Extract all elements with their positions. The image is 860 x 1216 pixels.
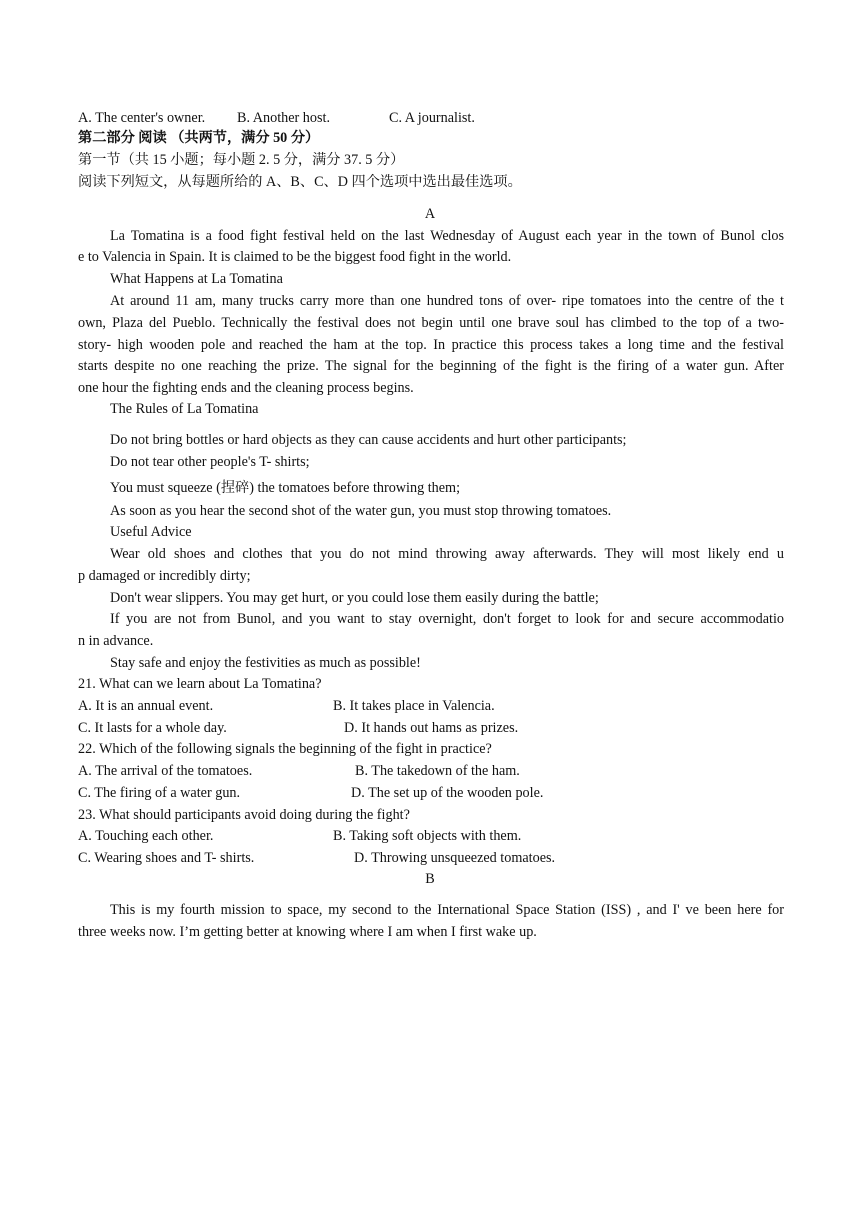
subheading: Useful Advice [110,524,192,540]
rule-item: You must squeeze (捏碎) the tomatoes before throwing them; [110,480,461,496]
subheading: The Rules of La Tomatina [110,401,259,417]
passage-a-line: starts despite no one reaching the prize. The signal for the beginning of the fight is the firing of a water gun. After [78,358,784,374]
rule-item: Do not tear other people's T- shirts; [110,454,310,470]
option-c: C. It lasts for a whole day. [78,720,227,736]
closing-line: Stay safe and enjoy the festivities as much as possible! [110,655,421,671]
option-a: A. The arrival of the tomatoes. [78,763,253,779]
passage-a-line: La Tomatina is a food fight festival held on the last Wednesday of August each year in the town of Bunol clos [110,228,784,244]
advice-item: Wear old shoes and clothes that you do not mind throwing away afterwards. They will most likely end u [110,546,784,562]
section-title: 第一节（共 15 小题；每小题 2. 5 分，满分 37. 5 分） [78,152,405,168]
option-c: C. The firing of a water gun. [78,785,241,801]
option-d: D. Throwing unsqueezed tomatoes. [354,850,556,866]
option-b: B. Another host. [237,110,331,126]
option-d: D. The set up of the wooden pole. [351,785,544,801]
option-a: A. It is an annual event. [78,698,214,714]
question-stem: 22. Which of the following signals the beginning of the fight in practice? [78,741,492,757]
question-stem: 21. What can we learn about La Tomatina? [78,676,322,692]
option-a: A. The center's owner. [78,110,206,126]
passage-label-b: B [425,871,435,887]
passage-b-line: three weeks now. I’m getting better at knowing where I am when I first wake up. [78,924,537,940]
option-b: B. Taking soft objects with them. [333,828,522,844]
option-c: C. Wearing shoes and T- shirts. [78,850,255,866]
passage-a-line: e to Valencia in Spain. It is claimed to be the biggest food fight in the world. [78,249,512,265]
advice-item: p damaged or incredibly dirty; [78,568,251,584]
passage-a-line: own, Plaza del Pueblo. Technically the festival does not begin until one brave soul has climbed to the top of a two- [78,315,784,331]
advice-item: Don't wear slippers. You may get hurt, or you could lose them easily during the battle; [110,590,599,606]
passage-b-line: This is my fourth mission to space, my second to the International Space Station (ISS) , and I' ve been here for [110,902,784,918]
part-title: 第二部分 阅读 （共两节，满分 50 分） [78,130,320,146]
option-d: D. It hands out hams as prizes. [344,720,519,736]
rule-item: As soon as you hear the second shot of the water gun, you must stop throwing tomatoes. [110,503,612,519]
passage-a-line: one hour the fighting ends and the cleaning process begins. [78,380,414,396]
rule-item: Do not bring bottles or hard objects as they can cause accidents and hurt other participants; [110,432,627,448]
advice-item: If you are not from Bunol, and you want to stay overnight, don't forget to look for and secure accommodatio [110,611,784,627]
subheading: What Happens at La Tomatina [110,271,283,287]
instruction: 阅读下列短文，从每题所给的 A、B、C、D 四个选项中选出最佳选项。 [78,174,522,190]
option-a: A. Touching each other. [78,828,214,844]
option-b: B. The takedown of the ham. [355,763,520,779]
option-b: B. It takes place in Valencia. [333,698,495,714]
passage-label-a: A [424,206,436,222]
option-c: C. A journalist. [389,110,475,126]
passage-a-line: At around 11 am, many trucks carry more than one hundred tons of over- ripe tomatoes into the centre of the t [110,293,784,309]
advice-item: n in advance. [78,633,154,649]
passage-a-line: story- high wooden pole and reached the ham at the top. In practice this process takes a long time and the festival [78,337,784,353]
question-stem: 23. What should participants avoid doing during the fight? [78,807,410,823]
